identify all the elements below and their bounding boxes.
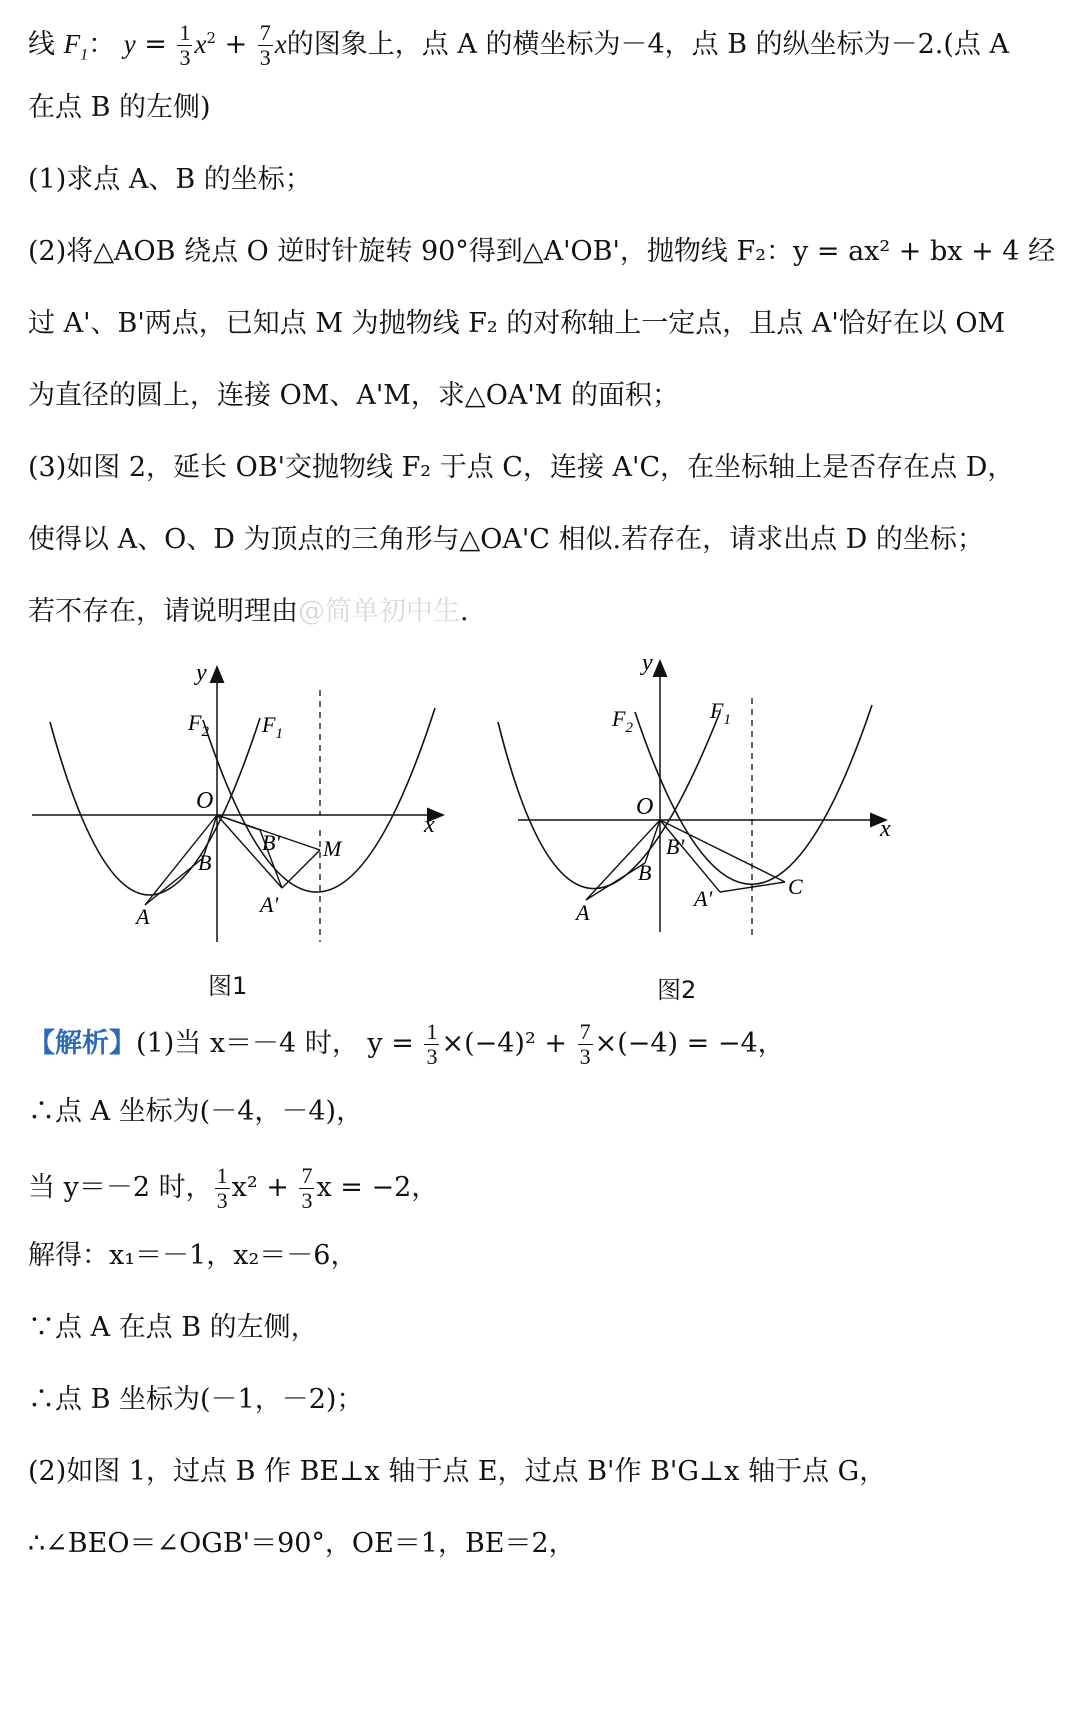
figure-2 bbox=[490, 650, 990, 960]
label-C: C bbox=[788, 874, 803, 899]
problem-line-5: 过 A'、B'两点，已知点 M 为抛物线 F₂ 的对称轴上一定点，且点 A'恰好在以 OM bbox=[28, 308, 1006, 339]
segment-OB bbox=[645, 820, 660, 863]
label-M: M bbox=[323, 836, 342, 861]
solution-line-1: 【解析】(1)当 x＝－4 时， y = $\frac{1}{3}$ ×(−4)² + $\frac{7}{3}$ ×(−4) = −4， bbox=[28, 1019, 785, 1069]
parabola-F1 bbox=[50, 718, 260, 895]
label-Bp: B' bbox=[262, 830, 281, 855]
label-A: A bbox=[136, 904, 150, 929]
figure-2-caption: 图2 bbox=[657, 976, 697, 1004]
label-y: y bbox=[642, 650, 653, 676]
solution-line-4: 解得：x₁＝－1，x₂＝－6， bbox=[28, 1240, 358, 1271]
label-x: x bbox=[880, 816, 891, 842]
segment-AB bbox=[145, 858, 203, 905]
label-y: y bbox=[196, 660, 207, 686]
figure-1-caption: 图1 bbox=[208, 972, 248, 1000]
fraction-7-3: $\frac{7}{3}$ bbox=[259, 20, 271, 70]
label-B: B bbox=[638, 860, 652, 885]
solution-line-2: ∴点 A 坐标为(－4，－4)， bbox=[28, 1096, 364, 1127]
label-F1: $F_1$ bbox=[710, 698, 731, 728]
F1-symbol: $F_1$ bbox=[63, 29, 89, 64]
analysis-tag: 【解析】 bbox=[28, 1028, 136, 1059]
solution-line-3: 当 y＝－2 时， $\frac{1}{3}$ x² + $\frac{7}{3}$ x = −2， bbox=[28, 1163, 439, 1213]
problem-line-6: 为直径的圆上，连接 OM、A'M，求△OA'M 的面积； bbox=[28, 380, 679, 411]
watermark: @简单初中生 bbox=[298, 596, 460, 627]
parabola-F1 bbox=[498, 712, 720, 889]
label-F1: $F_1$ bbox=[262, 712, 283, 742]
label-x: x bbox=[424, 812, 435, 838]
label-B: B bbox=[198, 850, 212, 875]
label-F2: $F_2$ bbox=[188, 710, 209, 740]
solution-line-7: (2)如图 1，过点 B 作 BE⊥x 轴于点 E，过点 B'作 B'G⊥x 轴于点 G， bbox=[28, 1456, 887, 1487]
parabola-F2 bbox=[203, 708, 435, 892]
fraction-1-3: $\frac{1}{3}$ bbox=[179, 20, 191, 70]
text: 线 bbox=[28, 29, 55, 60]
label-F2: $F_2$ bbox=[612, 706, 633, 736]
solution-line-5: ∵点 A 在点 B 的左侧， bbox=[28, 1312, 318, 1343]
problem-line-8: 使得以 A、O、D 为顶点的三角形与△OA'C 相似.若存在，请求出点 D 的坐标； bbox=[28, 524, 984, 555]
label-A: A bbox=[576, 900, 590, 925]
label-O: O bbox=[196, 788, 214, 814]
label-O: O bbox=[636, 794, 654, 820]
problem-line-4: (2)将△AOB 绕点 O 逆时针旋转 90°得到△A'OB'，抛物线 F₂：y = ax² + bx + 4 经 bbox=[28, 236, 1056, 267]
problem-line-2: 在点 B 的左侧) bbox=[28, 92, 211, 123]
solution-line-8: ∴∠BEO＝∠OGB'＝90°，OE＝1，BE＝2， bbox=[28, 1528, 576, 1559]
figure-1 bbox=[20, 650, 490, 960]
problem-line-1: 线 $F_1$： y = $\frac{1}{3}$ $x^2$ + $\frac{7}{3}$ x的图象上，点 A 的横坐标为－4，点 B 的纵坐标为－2.(点 A bbox=[28, 20, 1010, 70]
label-Ap: A' bbox=[260, 892, 279, 917]
solution-line-6: ∴点 B 坐标为(－1，－2)； bbox=[28, 1384, 364, 1415]
label-Ap: A' bbox=[694, 886, 713, 911]
segment-ApM bbox=[282, 850, 320, 888]
problem-line-3: (1)求点 A、B 的坐标； bbox=[28, 164, 312, 195]
problem-line-7: (3)如图 2，延长 OB'交抛物线 F₂ 于点 C，连接 A'C，在坐标轴上是否存在点 D， bbox=[28, 452, 1015, 483]
label-Bp: B' bbox=[666, 834, 685, 859]
problem-line-9: 若不存在，请说明理由@简单初中生. bbox=[28, 596, 469, 627]
